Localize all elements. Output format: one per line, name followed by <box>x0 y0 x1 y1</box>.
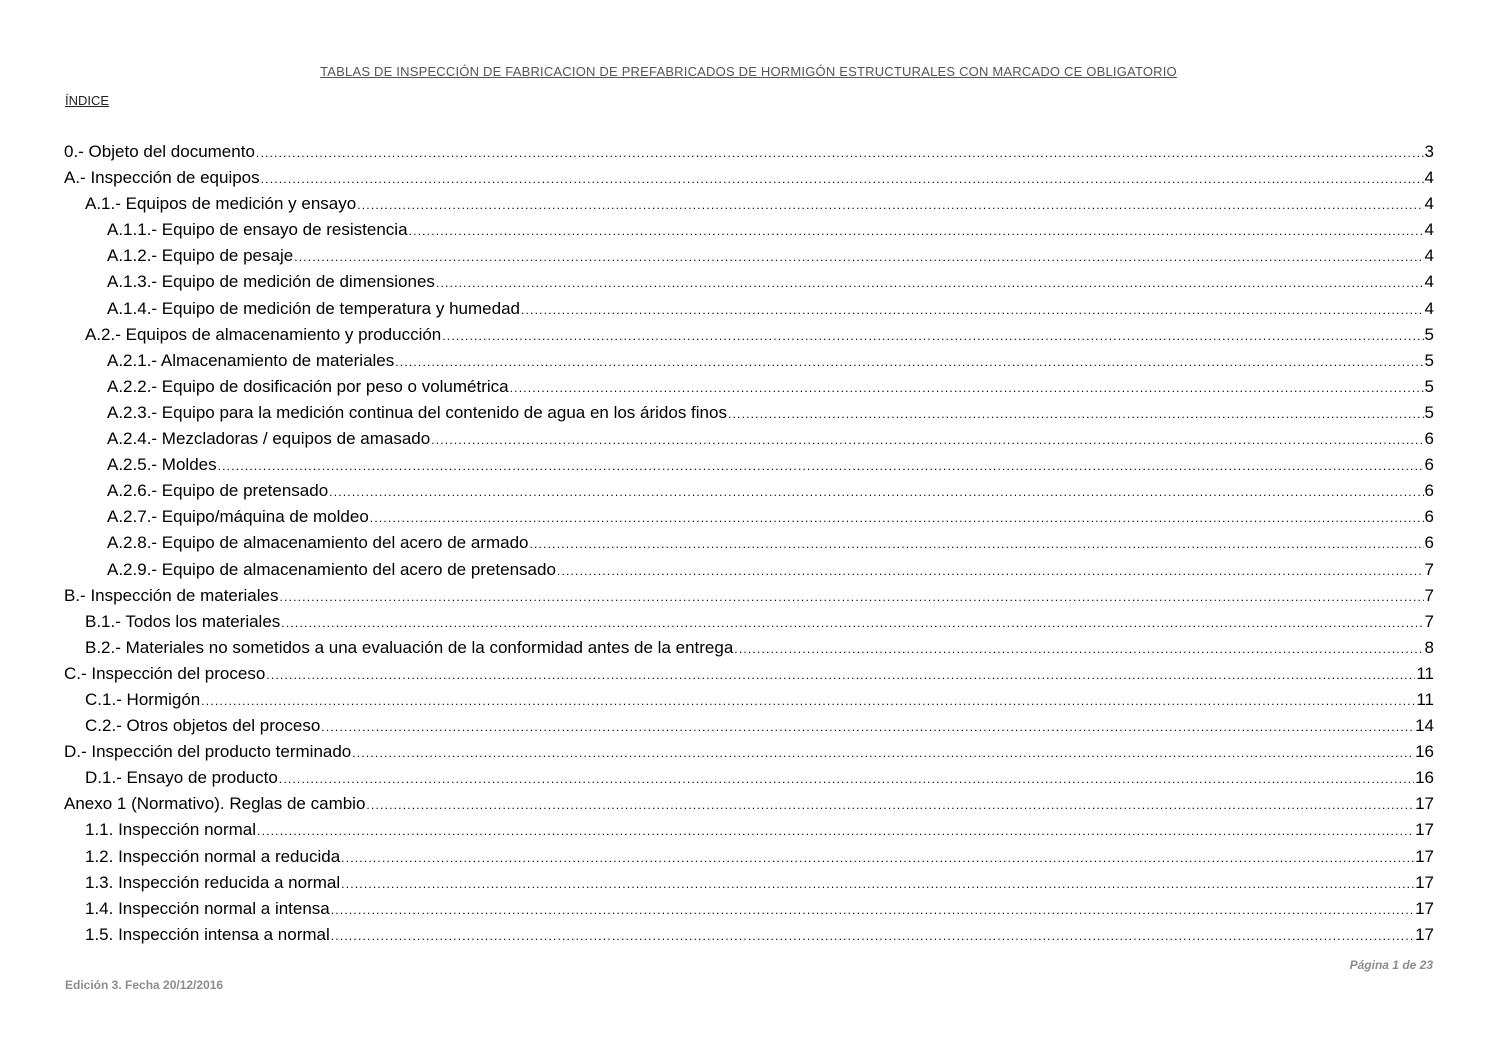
toc-entry-page: 4 <box>1424 272 1434 292</box>
toc-entry[interactable] <box>64 791 1434 817</box>
toc-entry-label: C.2.- Otros objetos del proceso <box>85 716 321 736</box>
toc-dot-leader <box>321 714 1414 740</box>
toc-dot-leader <box>256 140 1424 166</box>
toc-entry-page: 8 <box>1424 637 1434 657</box>
toc-entry[interactable] <box>64 139 1434 165</box>
toc-entry-label: B.- Inspección de materiales <box>64 585 279 605</box>
toc-entry[interactable] <box>64 191 1434 217</box>
toc-entry[interactable] <box>64 844 1434 870</box>
toc-dot-leader <box>331 923 1414 949</box>
toc-entry[interactable] <box>64 870 1434 896</box>
toc-dot-leader <box>341 845 1414 871</box>
toc-dot-leader <box>510 375 1424 401</box>
toc-entry-page: 4 <box>1424 220 1434 240</box>
toc-dot-leader <box>734 636 1423 662</box>
toc-entry-page: 5 <box>1424 350 1434 370</box>
toc-entry[interactable] <box>64 504 1434 530</box>
toc-entry-label: A.1.- Equipos de medición y ensayo <box>85 194 357 214</box>
toc-entry-label: 1.3. Inspección reducida a normal <box>85 872 341 892</box>
toc-entry-page: 7 <box>1424 611 1434 631</box>
toc-entry-label: A.1.4.- Equipo de medición de temperatura y humedad <box>107 298 520 318</box>
toc-entry[interactable] <box>64 557 1434 583</box>
toc-dot-leader <box>341 871 1414 897</box>
toc-entry[interactable] <box>64 635 1434 661</box>
toc-entry-label: A.2.8.- Equipo de almacenamiento del acero de armado <box>107 533 529 553</box>
toc-dot-leader <box>521 297 1424 323</box>
toc-entry[interactable] <box>64 765 1434 791</box>
toc-entry-page: 17 <box>1415 898 1434 918</box>
toc-entry[interactable] <box>64 165 1434 191</box>
toc-dot-leader <box>201 688 1415 714</box>
toc-entry-page: 6 <box>1424 481 1434 501</box>
toc-entry-label: A.2.7.- Equipo/máquina de moldeo <box>107 507 369 527</box>
toc-dot-leader <box>279 766 1414 792</box>
toc-entry-label: A.2.3.- Equipo para la medición continua del contenido de agua en los áridos finos <box>107 402 727 422</box>
toc-entry-page: 14 <box>1415 716 1434 736</box>
toc-dot-leader <box>261 166 1424 192</box>
toc-entry[interactable] <box>64 687 1434 713</box>
toc-entry-label: 0.- Objeto del documento <box>64 142 255 161</box>
toc-entry[interactable] <box>64 374 1434 400</box>
toc-entry-page: 7 <box>1424 559 1434 579</box>
toc-entry-page: 17 <box>1415 872 1434 892</box>
toc-entry[interactable] <box>64 583 1434 609</box>
toc-entry[interactable] <box>64 609 1434 635</box>
toc-entry[interactable] <box>64 739 1434 765</box>
toc-dot-leader <box>370 505 1424 531</box>
toc-entry-label: A.2.6.- Equipo de pretensado <box>107 481 329 501</box>
toc-entry-label: A.1.1.- Equipo de ensayo de resistencia <box>107 220 408 240</box>
toc-entry-page: 4 <box>1424 246 1434 266</box>
document-title: TABLAS DE INSPECCIÓN DE FABRICACION DE PREFABRICADOS DE HORMIGÓN ESTRUCTURALES CON MARCADO CE OBLIGATORIO <box>320 64 1177 79</box>
toc-entry-page: 6 <box>1424 533 1434 553</box>
index-heading: ÍNDICE <box>65 93 110 108</box>
toc-entry-page: 6 <box>1424 507 1434 527</box>
toc-entry-page: 16 <box>1415 742 1434 762</box>
toc-entry[interactable] <box>64 478 1434 504</box>
toc-entry-label: A.1.2.- Equipo de pesaje <box>107 246 294 266</box>
toc-dot-leader <box>218 453 1424 479</box>
toc-dot-leader <box>436 270 1424 296</box>
edition-date: Edición 3. Fecha 20/12/2016 <box>65 978 224 992</box>
toc-entry-page: 17 <box>1415 794 1434 814</box>
page-indicator: Página 1 de 23 <box>1349 958 1433 972</box>
toc-dot-leader <box>366 792 1414 818</box>
toc-dot-leader <box>529 531 1423 557</box>
toc-entry-label: B.2.- Materiales no sometidos a una evaluación de la conformidad antes de la entrega <box>85 637 734 657</box>
toc-dot-leader <box>442 323 1423 349</box>
toc-entry[interactable] <box>64 269 1434 295</box>
toc-entry-label: 1.5. Inspección intensa a normal <box>85 924 330 944</box>
toc-entry-label: C.- Inspección del proceso <box>64 663 266 683</box>
toc-entry-label: A.2.5.- Moldes <box>107 455 217 475</box>
toc-entry-page: 7 <box>1424 585 1434 605</box>
toc-entry[interactable] <box>64 426 1434 452</box>
toc-entry-label: A.- Inspección de equipos <box>64 168 260 188</box>
toc-dot-leader <box>281 610 1423 636</box>
toc-entry-page: 4 <box>1424 194 1434 214</box>
toc-entry-page: 6 <box>1424 455 1434 475</box>
toc-dot-leader <box>257 818 1414 844</box>
toc-entry[interactable] <box>64 922 1434 948</box>
toc-dot-leader <box>331 897 1414 923</box>
toc-entry[interactable] <box>64 661 1434 687</box>
toc-dot-leader <box>280 584 1424 610</box>
toc-entry-label: C.1.- Hormigón <box>85 689 201 709</box>
toc-entry[interactable] <box>64 817 1434 843</box>
toc-entry-label: D.- Inspección del producto terminado <box>64 742 352 762</box>
toc-entry-label: A.1.3.- Equipo de medición de dimensiones <box>107 272 435 292</box>
toc-dot-leader <box>431 427 1423 453</box>
toc-entry[interactable] <box>64 322 1434 348</box>
toc-entry-page: 17 <box>1415 924 1434 944</box>
toc-entry[interactable] <box>64 896 1434 922</box>
table-of-contents <box>64 139 1434 948</box>
toc-dot-leader <box>409 218 1424 244</box>
toc-entry[interactable] <box>64 243 1434 269</box>
toc-entry[interactable] <box>64 713 1434 739</box>
toc-entry-page: 3 <box>1424 142 1434 161</box>
toc-entry[interactable] <box>64 296 1434 322</box>
toc-entry-page: 17 <box>1415 846 1434 866</box>
toc-entry-label: 1.1. Inspección normal <box>85 820 257 840</box>
toc-dot-leader <box>294 244 1423 270</box>
toc-entry[interactable] <box>64 452 1434 478</box>
toc-entry-label: A.2.- Equipos de almacenamiento y producción <box>85 324 442 344</box>
toc-entry[interactable] <box>64 530 1434 556</box>
toc-entry-page: 4 <box>1424 298 1434 318</box>
toc-entry-label: A.2.2.- Equipo de dosificación por peso o volumétrica <box>107 376 509 396</box>
toc-entry-page: 5 <box>1424 402 1434 422</box>
toc-entry-label: D.1.- Ensayo de producto <box>85 768 278 788</box>
toc-entry-page: 11 <box>1416 663 1434 683</box>
toc-entry-label: 1.4. Inspección normal a intensa <box>85 898 330 918</box>
toc-entry-label: Anexo 1 (Normativo). Reglas de cambio <box>64 794 366 814</box>
toc-entry-label: A.2.9.- Equipo de almacenamiento del acero de pretensado <box>107 559 556 579</box>
toc-entry-label: B.1.- Todos los materiales <box>85 611 281 631</box>
toc-entry-page: 4 <box>1424 168 1434 188</box>
toc-dot-leader <box>557 558 1424 584</box>
toc-entry[interactable] <box>64 217 1434 243</box>
toc-dot-leader <box>395 349 1423 375</box>
toc-entry-page: 11 <box>1416 689 1434 709</box>
toc-entry-label: 1.2. Inspección normal a reducida <box>85 846 341 866</box>
toc-dot-leader <box>357 192 1423 218</box>
toc-entry-page: 16 <box>1415 768 1434 788</box>
toc-entry-page: 5 <box>1424 324 1434 344</box>
toc-entry-label: A.2.1.- Almacenamiento de materiales <box>107 350 395 370</box>
toc-entry-page: 5 <box>1424 376 1434 396</box>
toc-entry-label: A.2.4.- Mezcladoras / equipos de amasado <box>107 429 431 449</box>
toc-dot-leader <box>728 401 1424 427</box>
toc-entry-page: 6 <box>1424 429 1434 449</box>
toc-entry[interactable] <box>64 400 1434 426</box>
toc-dot-leader <box>266 662 1415 688</box>
toc-dot-leader <box>352 740 1414 766</box>
toc-dot-leader <box>329 479 1423 505</box>
toc-entry[interactable] <box>64 348 1434 374</box>
toc-entry-page: 17 <box>1415 820 1434 840</box>
